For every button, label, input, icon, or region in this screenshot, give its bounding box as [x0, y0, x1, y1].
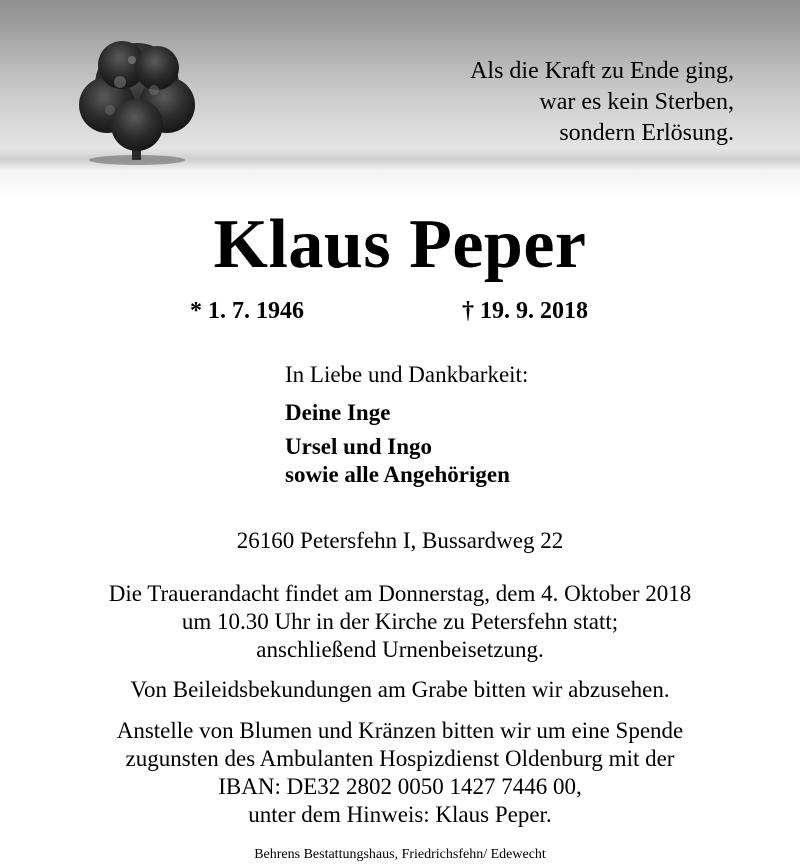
donation-line: Anstelle von Blumen und Kränzen bitten wir um eine Spende: [116, 718, 684, 743]
condolence-request: Von Beileidsbekundungen am Grabe bitten wir abzusehen.: [130, 677, 670, 702]
mourner-line: sowie alle Angehörigen: [285, 462, 510, 487]
mourners-intro: In Liebe und Dankbarkeit:: [285, 362, 529, 387]
tree-illustration: [62, 30, 212, 180]
donation-line: IBAN: DE32 2802 0050 1427 7446 00,: [218, 774, 582, 799]
birth-date: * 1. 7. 1946: [190, 298, 304, 324]
mourners-block: [285, 361, 528, 489]
service-line: um 10.30 Uhr in der Kirche zu Petersfehn statt;: [181, 609, 619, 634]
mourner-line: Ursel und Ingo: [285, 434, 432, 459]
donation-notice: [0, 717, 800, 829]
death-date: † 19. 9. 2018: [462, 298, 588, 324]
verse: [470, 56, 734, 149]
donation-line: zugunsten des Ambulanten Hospizdienst Oldenburg mit der: [125, 746, 675, 771]
header-photo: [0, 0, 800, 200]
address: 26160 Petersfehn I, Bussardweg 22: [236, 528, 564, 553]
verse-line: war es kein Sterben,: [539, 89, 734, 115]
funeral-home-footer: Behrens Bestattungshaus, Friedrichsfehn/ Edewecht: [254, 847, 546, 862]
service-line: Die Trauerandacht findet am Donnerstag, dem 4. Oktober 2018: [108, 581, 692, 606]
service-notice: [0, 580, 800, 664]
verse-line: sondern Erlösung.: [559, 120, 734, 146]
verse-line: Als die Kraft zu Ende ging,: [470, 58, 734, 84]
service-line: anschließend Urnenbeisetzung.: [256, 637, 544, 662]
deceased-name: Klaus Peper: [213, 206, 587, 283]
donation-line: unter dem Hinweis: Klaus Peper.: [248, 802, 552, 827]
mourner-line: Deine Inge: [285, 400, 391, 425]
